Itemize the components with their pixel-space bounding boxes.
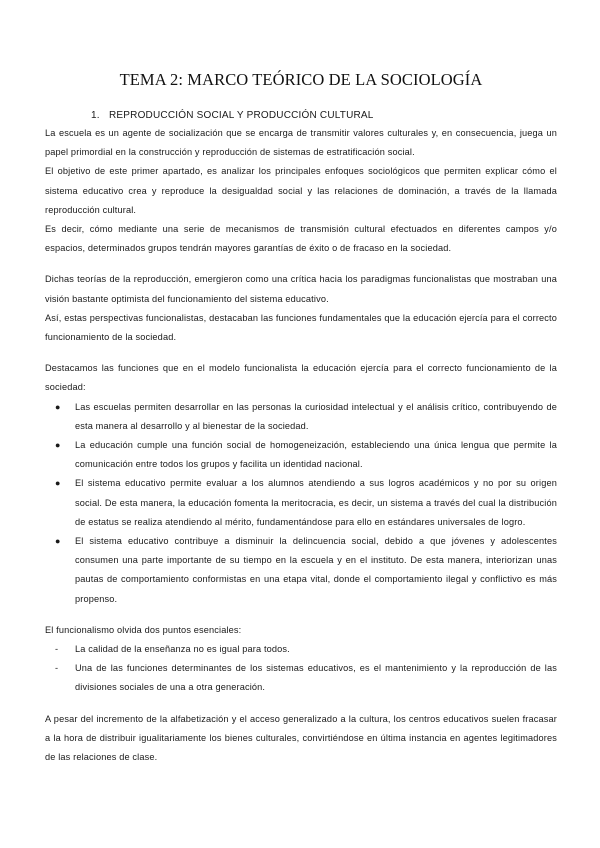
list-item-text: La educación cumple una función social de homogeneización, estableciendo una única lengua que permite la comunicación entre todos los grupos y facilita un identidad nacional. bbox=[75, 440, 557, 470]
bullet-icon: ● bbox=[55, 536, 61, 547]
paragraph-closing: A pesar del incremento de la alfabetización y el acceso generalizado a la cultura, los centros educativos suelen fracasar a la hora de distribuir igualitariamente los bienes culturales, convirtiéndose en última instancia en agentes legitimadores de las relaciones de clase. bbox=[45, 713, 557, 763]
paragraph-socialization: La escuela es un agente de socialización que se encarga de transmitir valores culturales y, en consecuencia, juega un papel primordial en la construcción y reproducción de sistemas de estratificación social. bbox=[45, 128, 557, 158]
document-page bbox=[45, 70, 557, 767]
functions-list bbox=[45, 398, 557, 609]
paragraph-functions-intro: Destacamos las funciones que en el modelo funcionalista la educación ejercía para el correcto funcionamiento de la sociedad: bbox=[45, 363, 557, 393]
list-item-text: Una de las funciones determinantes de los sistemas educativos, es el mantenimiento y la reproducción de las divisiones sociales de una a otra generación. bbox=[75, 663, 557, 693]
paragraph-objective: El objetivo de este primer apartado, es analizar los principales enfoques sociológicos que permiten explicar cómo el sistema educativo crea y reproduce la desigualdad social y las relaciones de dominación, a través de la llamada reproducción cultural. bbox=[45, 166, 557, 215]
paragraph-mechanisms: Es decir, cómo mediante una serie de mecanismos de transmisión cultural efectuados en diferentes campos y/o espacios, determinados grupos tendrán mayores garantías de éxito o de fracaso en la sociedad. bbox=[45, 224, 557, 254]
list-item bbox=[45, 398, 557, 436]
section-heading bbox=[91, 110, 557, 121]
bullet-icon: ● bbox=[55, 440, 61, 451]
list-item-text: La calidad de la enseñanza no es igual para todos. bbox=[75, 644, 290, 655]
paragraph-functionalist-perspectives: Así, estas perspectivas funcionalistas, destacaban las funciones fundamentales que la educación ejercía para el correcto funcionamiento de la sociedad. bbox=[45, 312, 557, 343]
section-number: 1. bbox=[91, 110, 100, 121]
list-item-text: Las escuelas permiten desarrollar en las personas la curiosidad intelectual y el análisis crítico, contribuyendo de esta manera al desarrollo y al bienestar de la sociedad. bbox=[75, 401, 557, 431]
dash-icon: - bbox=[55, 644, 59, 655]
page-title: TEMA 2: MARCO TEÓRICO DE LA SOCIOLOGÍA bbox=[119, 70, 483, 89]
paragraph-reproduction-theories: Dichas teorías de la reproducción, emergieron como una crítica hacia los paradigmas funcionalistas que mostraban una visión bastante optimista del funcionamiento del sistema educativo. bbox=[45, 274, 557, 304]
bullet-icon: ● bbox=[55, 478, 61, 489]
list-item-text: El sistema educativo contribuye a disminuir la delincuencia social, debido a que jóvenes y adolescentes consumen una parte importante de su tiempo en la escuela y en el instituto. De esta manera, interiorizan unas pautas de comportamiento conformistas en una etapa vital, donde el comportamiento ilegal y conflictivo es más propenso. bbox=[75, 536, 557, 604]
list-item-text: El sistema educativo permite evaluar a los alumnos atendiendo a sus logros académicos y no por su origen social. De esta manera, la educación fomenta la meritocracia, es decir, un sistema a través del cual la distribución de estatus se realiza atendiendo al mérito, fundamentándose para ello en estándares universales de logro. bbox=[75, 478, 557, 527]
list-item bbox=[45, 474, 557, 532]
list-item bbox=[45, 436, 557, 474]
dash-icon: - bbox=[55, 663, 59, 674]
paragraph-forgets-intro: El funcionalismo olvida dos puntos esenciales: bbox=[45, 624, 242, 635]
bullet-icon: ● bbox=[55, 401, 61, 412]
section-heading-text: REPRODUCCIÓN SOCIAL Y PRODUCCIÓN CULTURAL bbox=[109, 110, 374, 121]
list-item bbox=[45, 659, 557, 697]
list-item bbox=[45, 640, 557, 659]
forgets-list bbox=[45, 640, 557, 698]
list-item bbox=[45, 532, 557, 609]
